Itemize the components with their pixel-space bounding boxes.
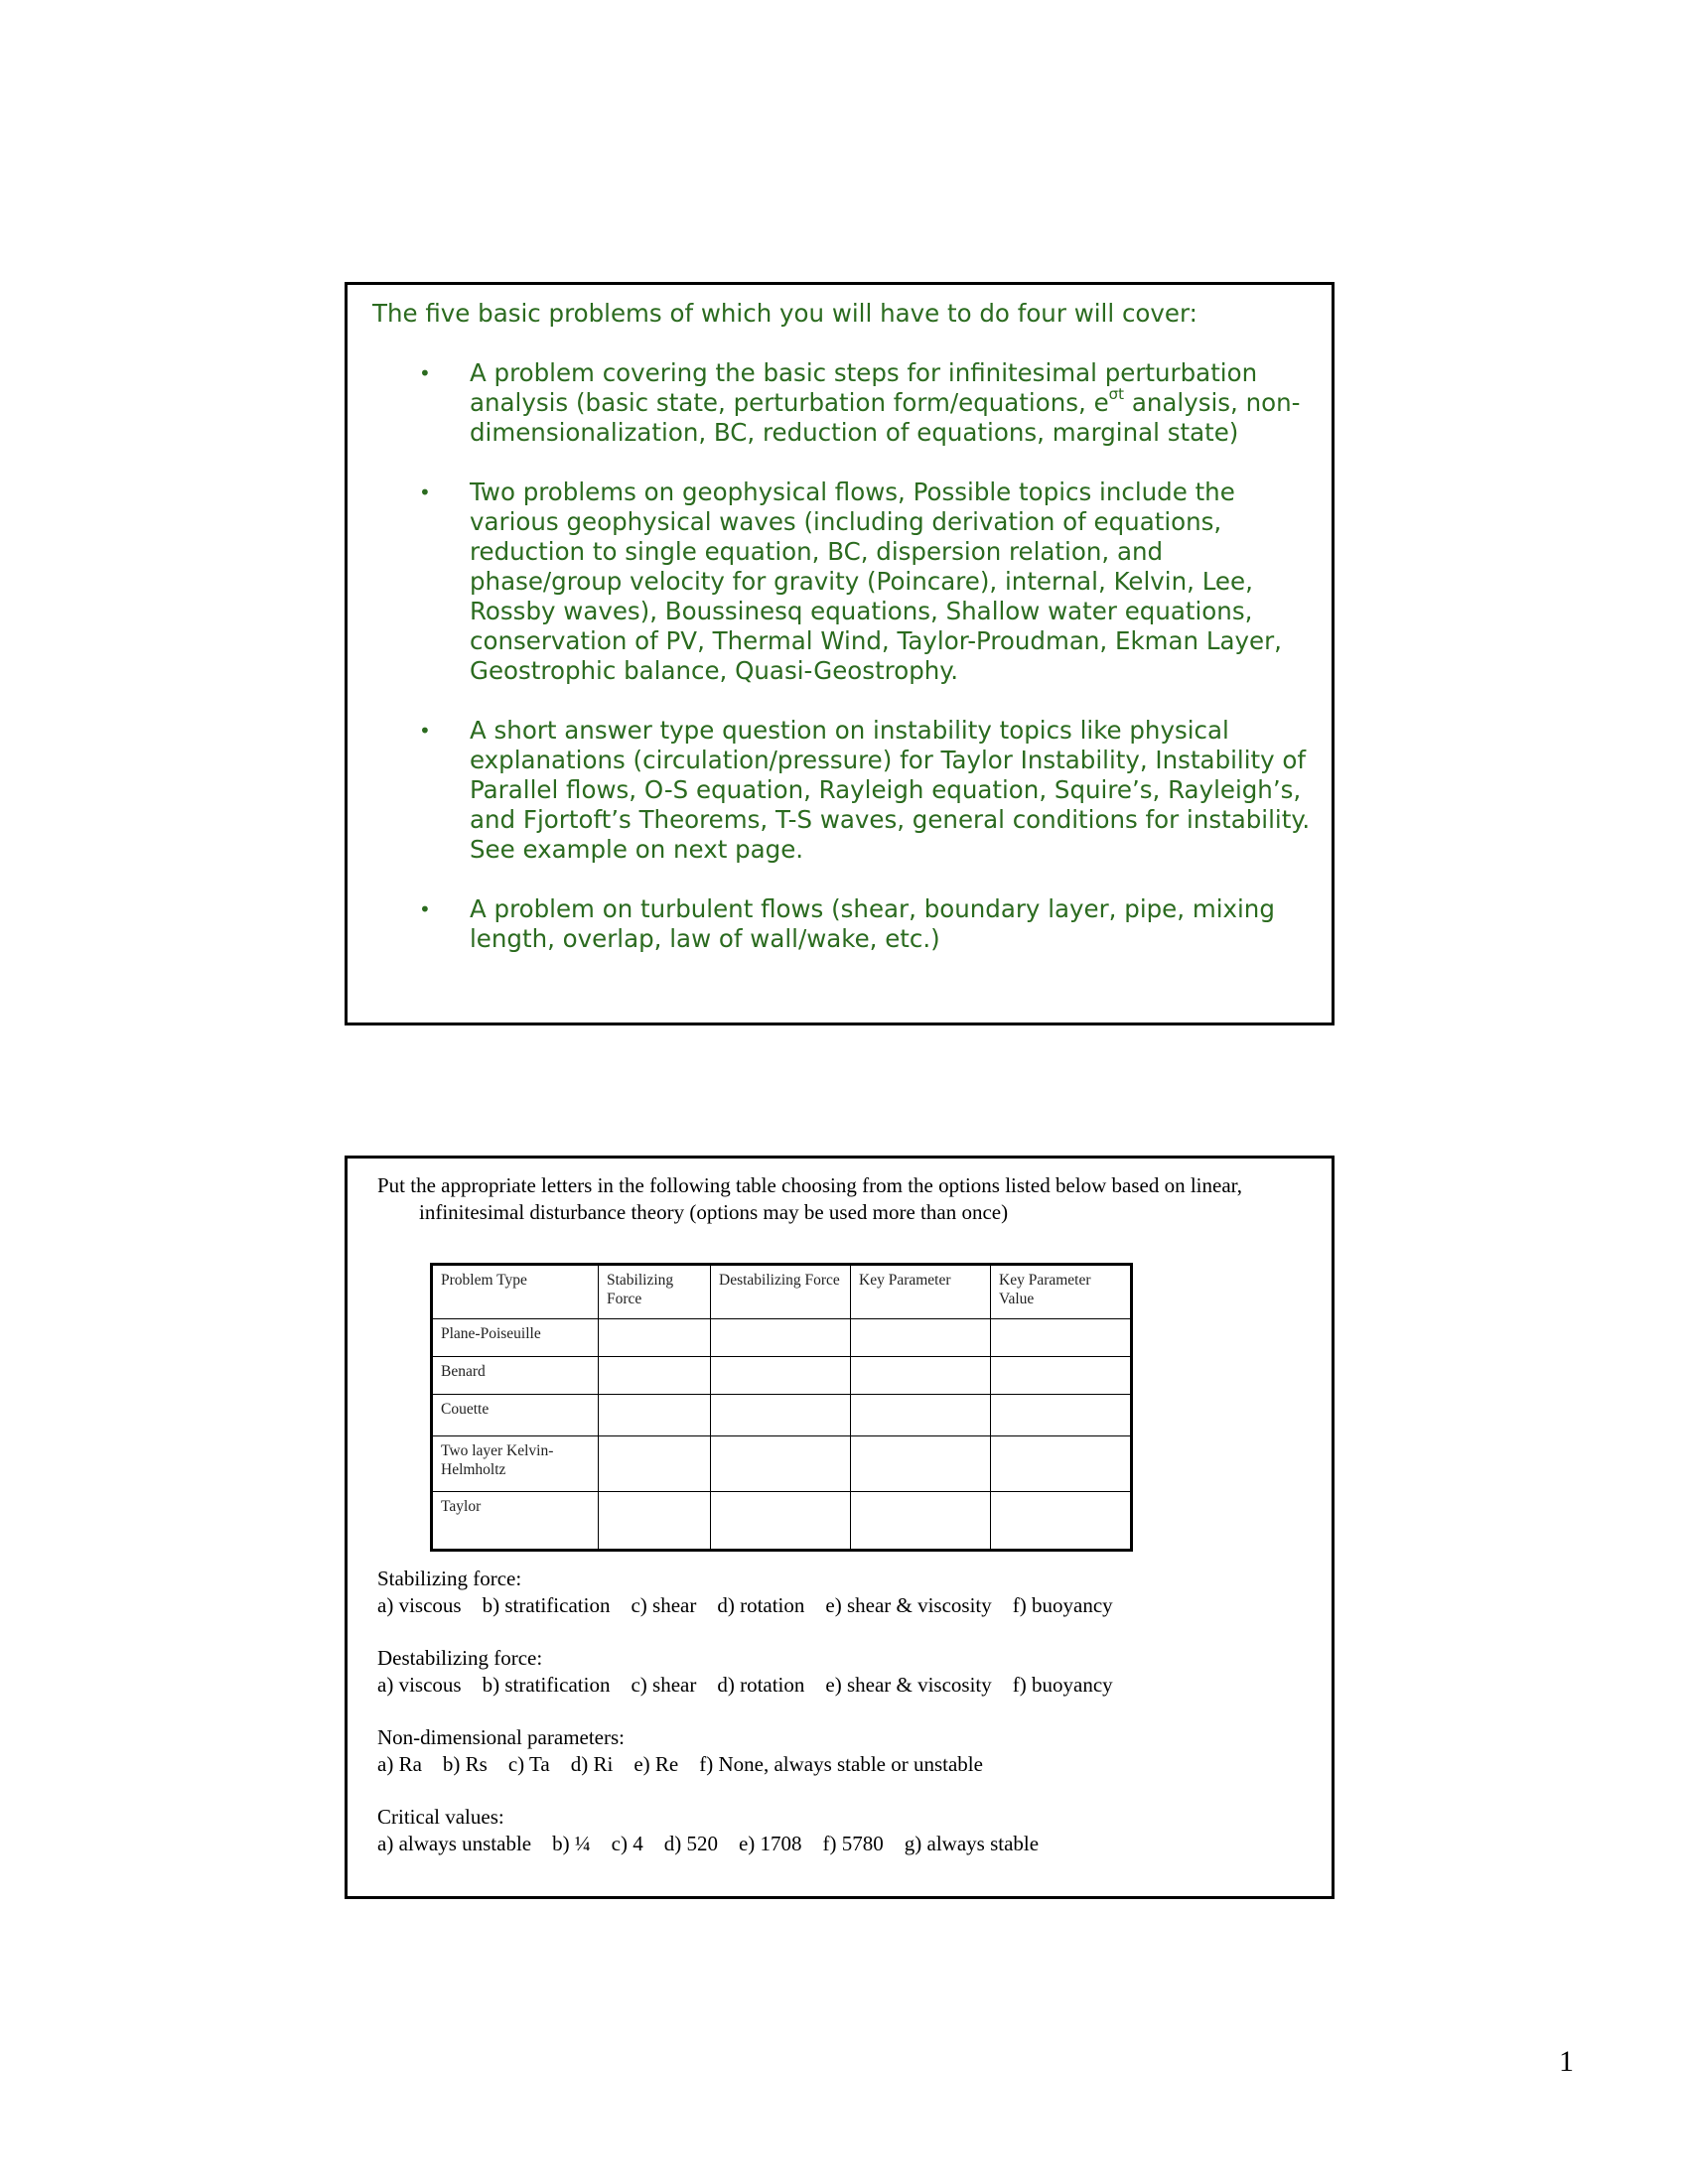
topic-text: A short answer type question on instability topics like physical explanations (circulation/pressure) for Taylor Instability, Instability of Parallel flows, O-S equation, Rayleigh equation, Squire’s, Rayleigh’s, and Fjortoft’s Theorems, T-S waves, general conditions for instability. See example on next page. [470,716,1311,864]
answer-cell[interactable] [851,1319,991,1357]
table-row [432,1436,1132,1492]
options-parameters [377,1724,1311,1778]
answer-cell[interactable] [711,1395,851,1436]
table-row [432,1492,1132,1551]
answer-cell[interactable] [851,1492,991,1551]
options-heading: Stabilizing force: [377,1567,522,1590]
options-destabilizing [377,1645,1311,1699]
header-problem-type: Problem Type [432,1265,599,1319]
topic-bullet [372,478,1316,686]
answer-cell[interactable] [599,1492,711,1551]
answer-cell[interactable] [991,1492,1132,1551]
topic-bullet [372,894,1316,954]
answer-cell[interactable] [991,1319,1132,1357]
table-row [432,1319,1132,1357]
table-row [432,1357,1132,1395]
answer-cell[interactable] [599,1357,711,1395]
table-row [432,1395,1132,1436]
options-heading: Critical values: [377,1805,504,1829]
page-number: 1 [1559,2045,1574,2078]
options-stabilizing [377,1566,1311,1619]
answer-cell[interactable] [991,1357,1132,1395]
row-label: Benard [432,1357,599,1395]
options-critical-values [377,1804,1311,1857]
answer-cell[interactable] [599,1395,711,1436]
topic-text: A problem covering the basic steps for infinitesimal perturbation analysis (basic state, perturbation form/equations, $e^{\sigma t}$ analysis, non-dimensionalization, BC, reduction of equations, marginal state) [470,358,1301,447]
table-header-row [432,1265,1132,1319]
row-label: Two layer Kelvin-Helmholtz [432,1436,599,1492]
table-instructions [377,1172,1311,1226]
slide-instability-table [345,1156,1335,1899]
header-key-parameter-value: Key Parameter Value [991,1265,1132,1319]
slide-exam-topics [345,282,1335,1025]
header-key-parameter: Key Parameter [851,1265,991,1319]
options-list: a) always unstable b) ¼ c) 4 d) 520 e) 1708 f) 5780 g) always stable [377,1832,1040,1855]
options-list: a) viscous b) stratification c) shear d) rotation e) shear & viscosity f) buoyancy [377,1673,1113,1697]
answer-cell[interactable] [599,1319,711,1357]
answer-cell[interactable] [711,1436,851,1492]
options-list: a) Ra b) Rs c) Ta d) Ri e) Re f) None, always stable or unstable [377,1752,983,1776]
answer-cell[interactable] [991,1395,1132,1436]
answer-cell[interactable] [599,1436,711,1492]
answer-cell[interactable] [711,1492,851,1551]
options-heading: Destabilizing force: [377,1646,543,1670]
slide-topics-body [372,299,1316,984]
instructions-text: Put the appropriate letters in the following table choosing from the options listed below based on linear, infinitesimal disturbance theory (options may be used more than once) [377,1173,1243,1224]
header-stabilizing-force: Stabilizing Force [599,1265,711,1319]
row-label: Plane-Poiseuille [432,1319,599,1357]
answer-cell[interactable] [711,1319,851,1357]
answer-table [430,1263,1133,1552]
topics-intro: The five basic problems of which you will have to do four will cover: [372,299,1197,328]
header-destabilizing-force: Destabilizing Force [711,1265,851,1319]
answer-cell[interactable] [711,1357,851,1395]
answer-cell[interactable] [851,1395,991,1436]
bullet-dot: • [419,361,431,385]
options-heading: Non-dimensional parameters: [377,1725,626,1749]
row-label: Taylor [432,1492,599,1551]
answer-cell[interactable] [851,1436,991,1492]
bullet-dot: • [419,480,431,504]
topic-text: Two problems on geophysical flows, Possible topics include the various geophysical waves (including derivation of equations, reduction to single equation, BC, dispersion relation, and phase/group velocity for gravity (Poincare), internal, Kelvin, Lee, Rossby waves), Boussinesq equations, Shallow water equations, conservation of PV, Thermal Wind, Taylor-Proudman, Ekman Layer, Geostrophic balance, Quasi-Geostrophy. [470,478,1282,685]
topic-bullet [372,358,1316,448]
answer-cell[interactable] [991,1436,1132,1492]
bullet-dot: • [419,897,431,921]
topic-bullet [372,716,1316,865]
bullet-dot: • [419,719,431,743]
answer-cell[interactable] [851,1357,991,1395]
exponent: σt [1108,384,1125,403]
row-label: Couette [432,1395,599,1436]
topic-text: A problem on turbulent flows (shear, boundary layer, pipe, mixing length, overlap, law of wall/wake, etc.) [470,894,1275,953]
options-list: a) viscous b) stratification c) shear d) rotation e) shear & viscosity f) buoyancy [377,1593,1113,1617]
